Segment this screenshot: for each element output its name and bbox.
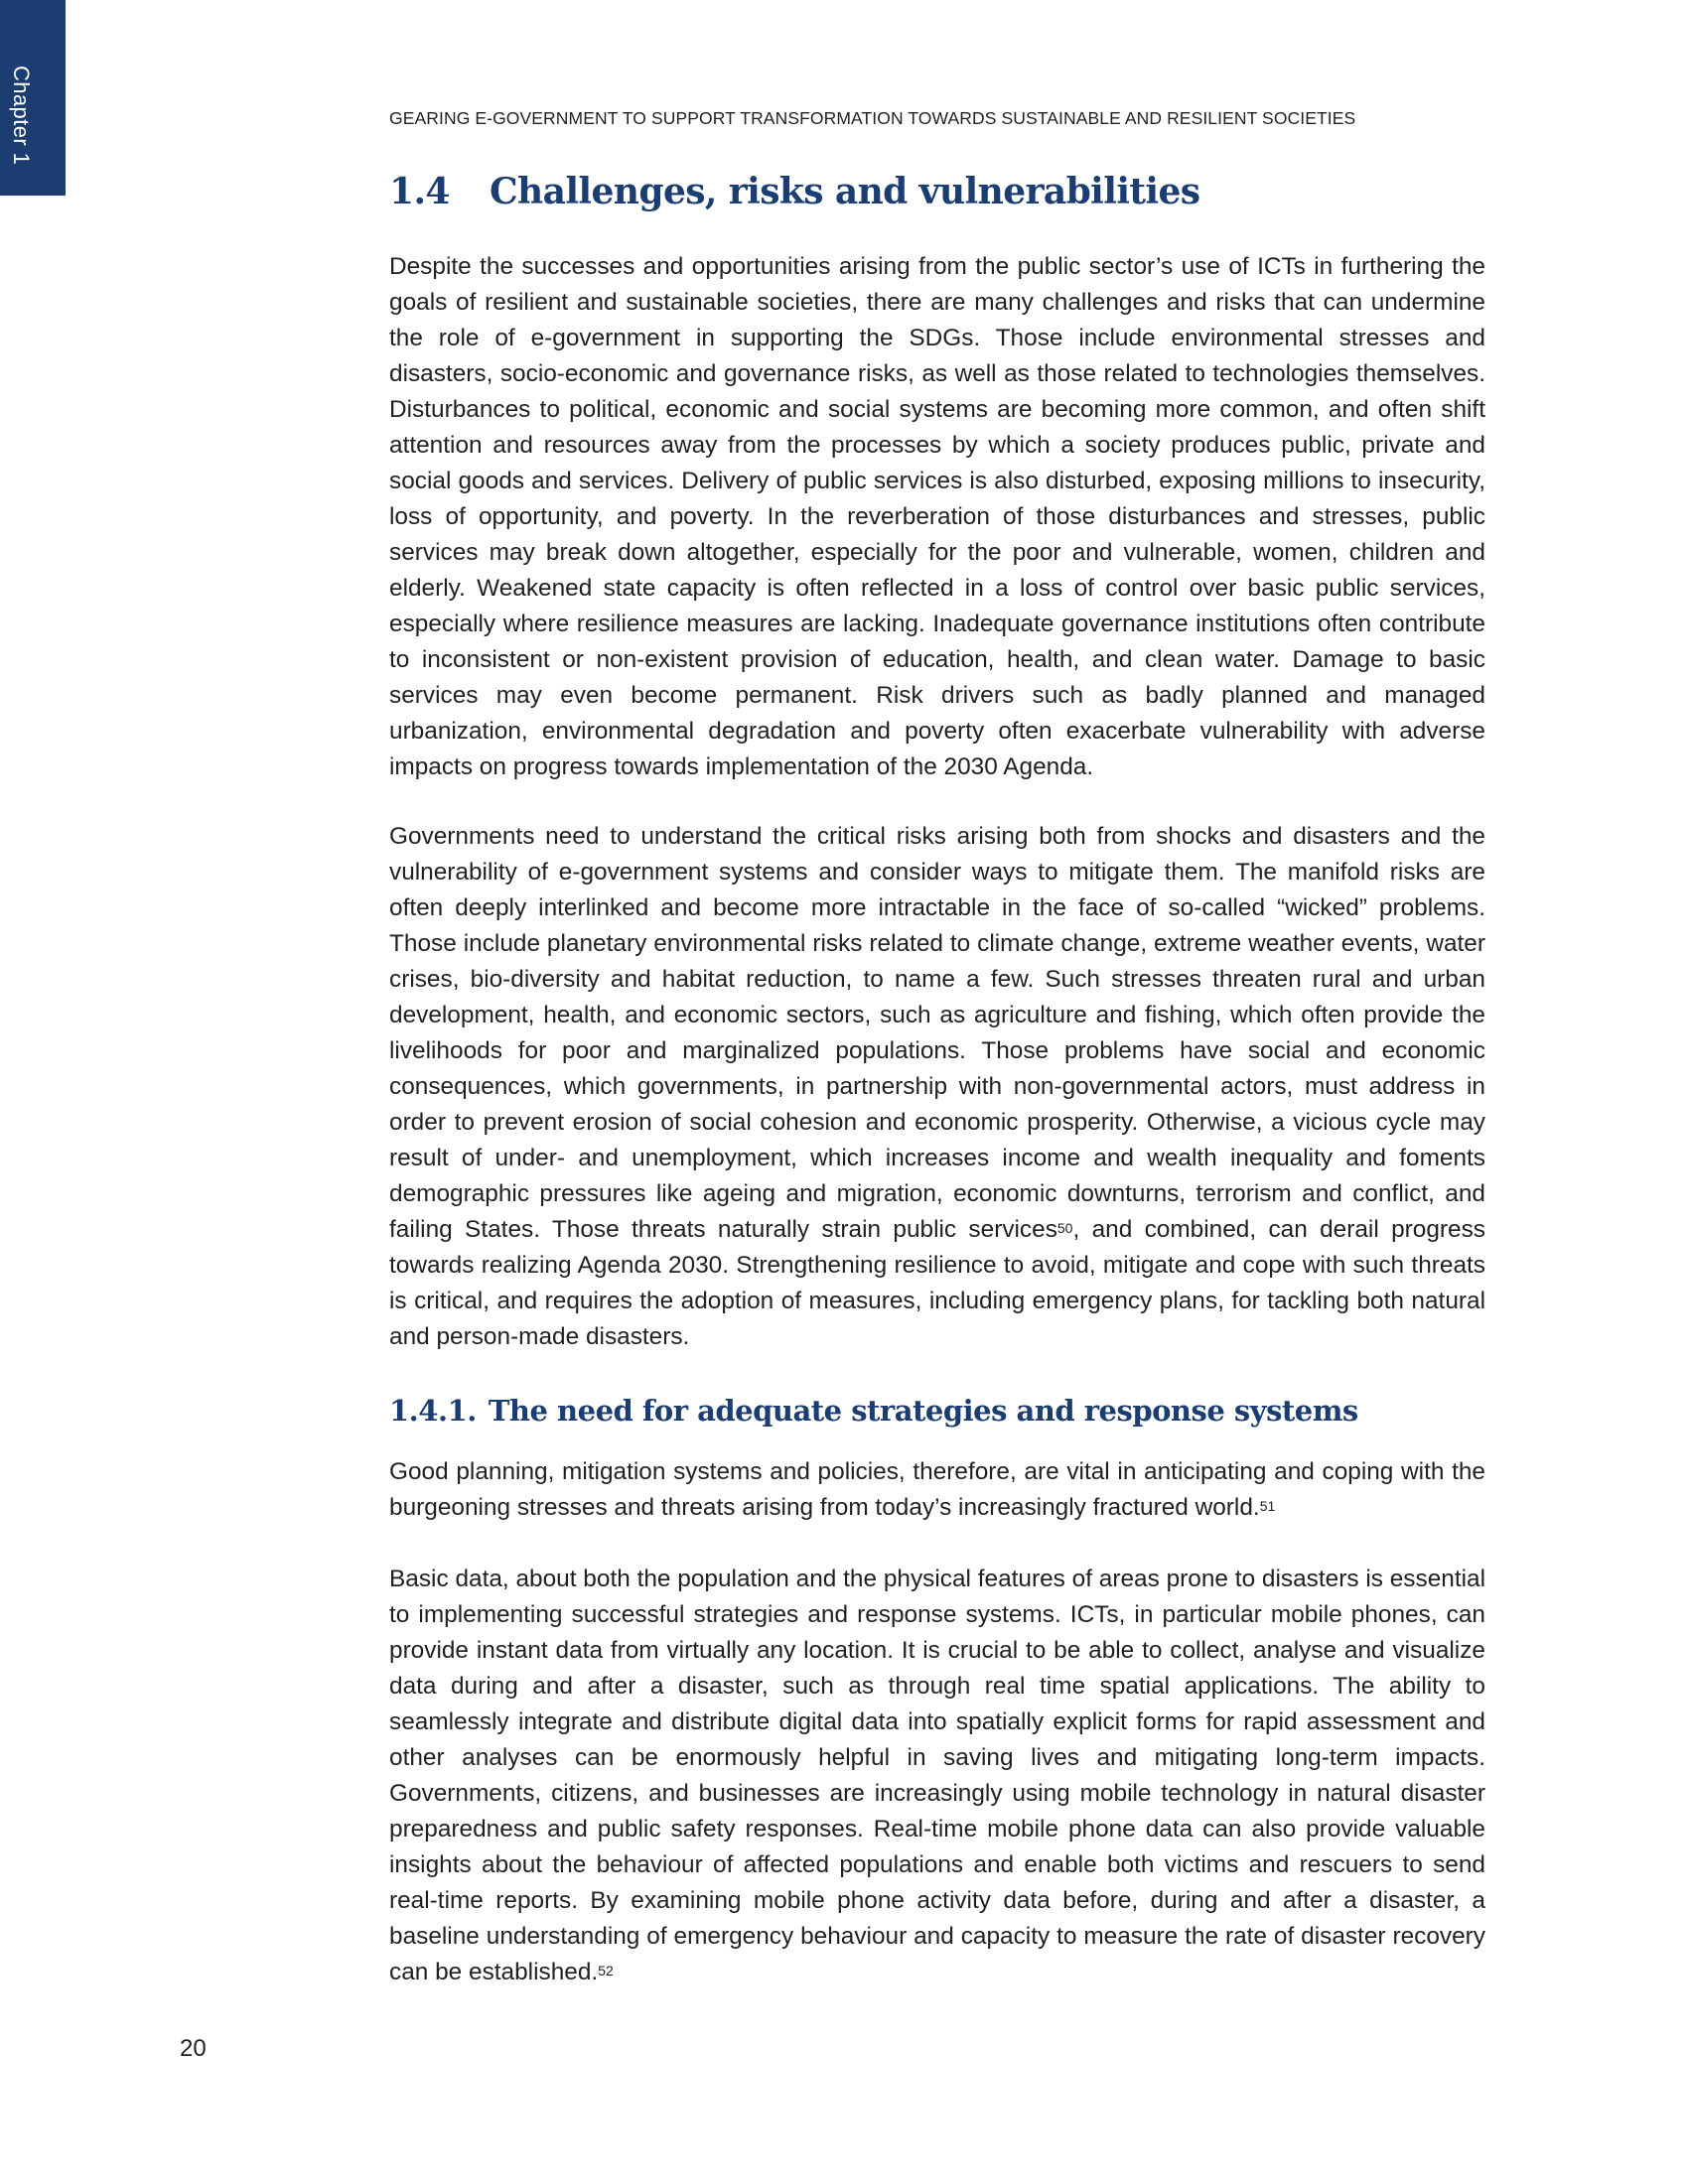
paragraph-text: Good planning, mitigation systems and policies, therefore, are vital in anticipating and coping with the burgeoning stresses and threats arising from today’s increasingly fractured world.: [389, 1458, 1485, 1521]
running-header: GEARING E-GOVERNMENT TO SUPPORT TRANSFORMATION TOWARDS SUSTAINABLE AND RESILIENT SOCIETIES: [389, 108, 1356, 128]
page-number: 20: [180, 2035, 207, 2062]
footnote-marker: 50: [1056, 1220, 1073, 1236]
body-paragraph: [389, 1454, 1485, 1526]
footnote-marker: 52: [598, 1963, 614, 1979]
section-heading: [389, 169, 1199, 214]
subsection-title: The need for adequate strategies and response systems: [488, 1394, 1358, 1428]
body-paragraph: [389, 819, 1485, 1355]
paragraph-text: , and combined, can derail progress towards realizing Agenda 2030. Strengthening resilience to avoid, mitigate and cope with such threats is critical, and requires the adoption of measures, including emergency plans, for tackling both natural and person-made disasters.: [389, 1216, 1485, 1350]
section-number: 1.4: [389, 171, 450, 212]
subsection-number: 1.4.1.: [389, 1394, 477, 1428]
section-title: Challenges, risks and vulnerabilities: [490, 171, 1200, 212]
chapter-tab-label: Chapter 1: [9, 66, 34, 166]
footnote-marker: 51: [1259, 1498, 1276, 1514]
chapter-tab: [0, 0, 66, 196]
body-paragraph: Despite the successes and opportunities arising from the public sector’s use of ICTs in furthering the goals of resilient and sustainable societies, there are many challenges and risks that can undermine the role of e-government in supporting the SDGs. Those include environmental stresses and disasters, socio-economic and governance risks, as well as those related to technologies themselves. Disturbances to political, economic and social systems are becoming more common, and often shift attention and resources away from the processes by which a society produces public, private and social goods and services. Delivery of public services is also disturbed, exposing millions to insecurity, loss of opportunity, and poverty. In the reverberation of those disturbances and stresses, public services may break down altogether, especially for the poor and vulnerable, women, children and elderly. Weakened state capacity is often reflected in a loss of control over basic public services, especially where resilience measures are lacking. Inadequate governance institutions often contribute to inconsistent or non-existent provision of education, health, and clean water. Damage to basic services may even become permanent. Risk drivers such as badly planned and managed urbanization, environmental degradation and poverty often exacerbate vulnerability with adverse impacts on progress towards implementation of the 2030 Agenda.: [389, 253, 1485, 780]
body-paragraph: [389, 1562, 1485, 1990]
paragraph-text: Governments need to understand the critical risks arising both from shocks and disasters and the vulnerability of e-government systems and consider ways to mitigate them. The manifold risks are often deeply interlinked and become more intractable in the face of so-called “wicked” problems. Those include planetary environmental risks related to climate change, extreme weather events, water crises, bio-diversity and habitat reduction, to name a few. Such stresses threaten rural and urban development, health, and economic sectors, such as agriculture and fishing, which often provide the livelihoods for poor and marginalized populations. Those problems have social and economic consequences, which governments, in partnership with non-governmental actors, must address in order to prevent erosion of social cohesion and economic prosperity. Otherwise, a vicious cycle may result of under- and unemployment, which increases income and wealth inequality and foments demographic pressures like ageing and migration, economic downturns, terrorism and conflict, and failing States. Those threats naturally strain public services: [389, 823, 1485, 1243]
paragraph-text: Basic data, about both the population and the physical features of areas prone to disasters is essential to implementing successful strategies and response systems. ICTs, in particular mobile phones, can provide instant data from virtually any location. It is crucial to be able to collect, analyse and visualize data during and after a disaster, such as through real time spatial applications. The ability to seamlessly integrate and distribute digital data into spatially explicit forms for rapid assessment and other analyses can be enormously helpful in saving lives and mitigating long-term impacts. Governments, citizens, and businesses are increasingly using mobile technology in natural disaster preparedness and public safety responses. Real-time mobile phone data can also provide valuable insights about the behaviour of affected populations and enable both victims and rescuers to send real-time reports. By examining mobile phone activity data before, during and after a disaster, a baseline understanding of emergency behaviour and capacity to measure the rate of disaster recovery can be established.: [389, 1566, 1485, 1985]
subsection-heading: [389, 1391, 1358, 1431]
